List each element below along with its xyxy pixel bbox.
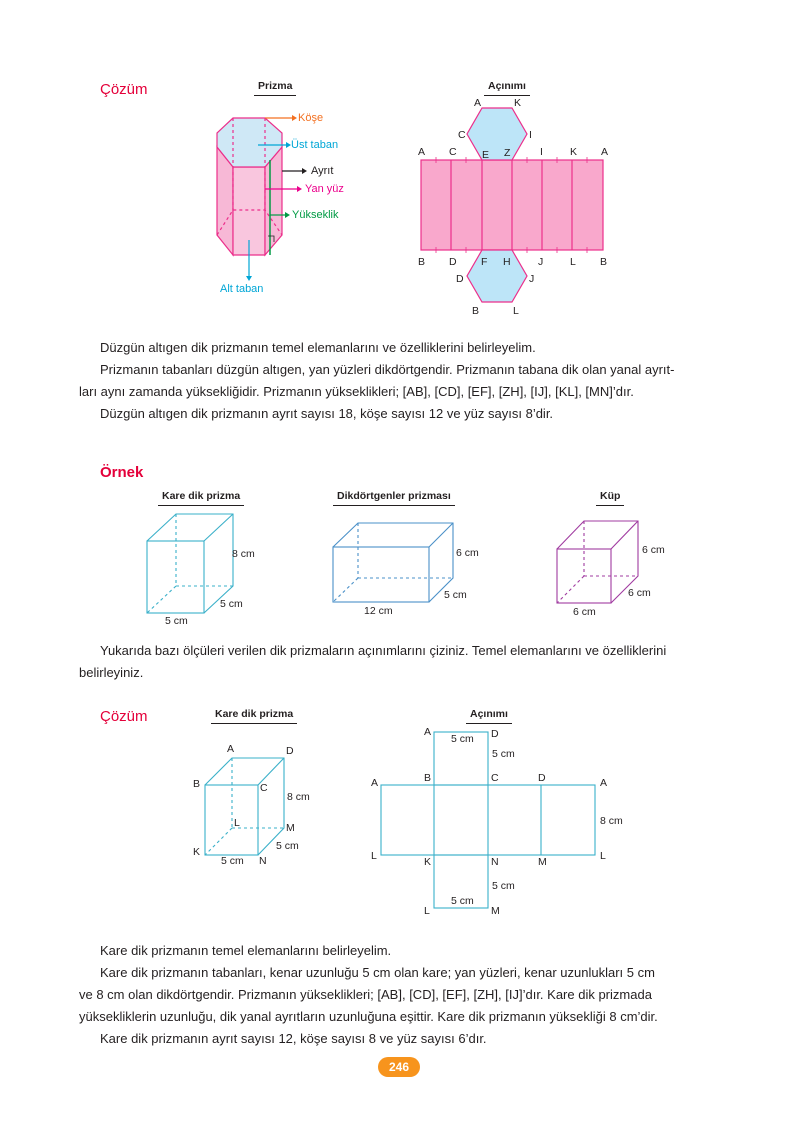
page-number: 246 xyxy=(378,1057,420,1077)
shape2-title: Dikdörtgenler prizması xyxy=(337,490,451,502)
example-heading: Örnek xyxy=(100,464,144,481)
solution-heading-1: Çözüm xyxy=(100,81,148,98)
top-base-label: Üst taban xyxy=(291,139,339,151)
prism2-L: L xyxy=(234,817,240,829)
height-label: Yükseklik xyxy=(292,209,339,221)
shape2-height: 6 cm xyxy=(456,547,479,559)
net2-top-width: 5 cm xyxy=(451,733,474,745)
bottom-base-label: Alt taban xyxy=(220,283,264,295)
net1-low-L: L xyxy=(513,305,519,317)
paragraph: Kare dik prizmanın temel elemanlarını belirleyelim. xyxy=(100,943,392,958)
shape1-depth: 5 cm xyxy=(220,598,243,610)
net1-bot-L: L xyxy=(570,256,576,268)
shape3-height: 6 cm xyxy=(642,544,665,556)
net1-row-E: E xyxy=(482,149,490,161)
shape1-width: 5 cm xyxy=(165,615,188,627)
net1-bot-D: D xyxy=(449,256,457,268)
square-prism-title: Kare dik prizma xyxy=(215,708,294,720)
paragraph: Düzgün altıgen dik prizmanın temel elemanlarını ve özelliklerini belirleyelim. xyxy=(100,340,536,355)
net1-row-I: I xyxy=(540,146,543,158)
prism2-height: 8 cm xyxy=(287,791,310,803)
net1-row-Z: Z xyxy=(504,147,511,159)
prism2-M: M xyxy=(286,822,295,834)
net2-row-A2: A xyxy=(600,777,608,789)
net2-row-K: K xyxy=(424,856,432,868)
prism2-width: 5 cm xyxy=(221,855,244,867)
section2-text xyxy=(0,940,800,1050)
net2-row-D: D xyxy=(538,772,546,784)
solution-heading-2: Çözüm xyxy=(100,708,148,725)
paragraph: ve 8 cm olan dikdörtgendir. Prizmanın yükseklikleri; [AB], [CD], [EF], [ZH], [IJ]’dır. Kare dik prizmada xyxy=(79,987,652,1002)
net1-bot-H: H xyxy=(503,256,511,268)
net1-bot-F: F xyxy=(481,256,488,268)
net1-low-D: D xyxy=(456,273,464,285)
net-title-2: Açınımı xyxy=(470,708,508,720)
net1-row-A1: A xyxy=(418,146,426,158)
net1-top-C: C xyxy=(458,129,466,141)
prism-title: Prizma xyxy=(258,80,293,92)
net1-row-C: C xyxy=(449,146,457,158)
prism2-N: N xyxy=(259,855,267,867)
paragraph: Düzgün altıgen dik prizmanın ayrıt sayısı 18, köşe sayısı 12 ve yüz sayısı 8’dir. xyxy=(100,406,554,421)
net2-row-A1: A xyxy=(371,777,379,789)
paragraph: yüksekliklerin uzunluğu, dik yanal ayrıtların uzunluğuna eşittir. Kare dik prizmanın yüksekliği 8 cm’dir. xyxy=(79,1009,658,1024)
net1-bot-B1: B xyxy=(418,256,426,268)
net1-row-A2: A xyxy=(601,146,609,158)
shape3-depth: 6 cm xyxy=(628,587,651,599)
prism2-K: K xyxy=(193,846,201,858)
net2-side-height: 8 cm xyxy=(600,815,623,827)
net1-low-B: B xyxy=(472,305,480,317)
net2-top-height: 5 cm xyxy=(492,748,515,760)
paragraph: Kare dik prizmanın ayrıt sayısı 12, köşe sayısı 8 ve yüz sayısı 6’dır. xyxy=(100,1031,487,1046)
lateral-face-label: Yan yüz xyxy=(305,183,344,195)
shape2-width: 12 cm xyxy=(364,605,393,617)
net1-row-K: K xyxy=(570,146,578,158)
net2-row-C: C xyxy=(491,772,499,784)
net1-bot-J: J xyxy=(538,256,544,268)
net2-row-L2: L xyxy=(600,850,606,862)
edge-label: Ayrıt xyxy=(311,165,334,177)
paragraph: ları aynı zamanda yüksekliğidir. Prizmanın yükseklikleri; [AB], [CD], [EF], [ZH], [IJ], [KL], [MN]’dır. xyxy=(79,384,634,399)
prism2-C: C xyxy=(260,782,268,794)
net-title-1: Açınımı xyxy=(488,80,526,92)
paragraph: Yukarıda bazı ölçüleri verilen dik prizmaların açınımlarını çiziniz. Temel elemanlarını ve özelliklerini xyxy=(100,643,667,658)
shape1-height: 8 cm xyxy=(232,548,255,560)
net1-bot-B2: B xyxy=(600,256,608,268)
shape1-title: Kare dik prizma xyxy=(162,490,241,502)
net2-bot-width: 5 cm xyxy=(451,895,474,907)
shape3-title: Küp xyxy=(600,490,621,502)
net2-row-B: B xyxy=(424,772,432,784)
prism2-A: A xyxy=(227,743,235,755)
vertex-label: Köşe xyxy=(298,112,324,124)
net2-bot-M: M xyxy=(491,905,500,917)
prism2-B: B xyxy=(193,778,201,790)
net1-top-I: I xyxy=(529,129,532,141)
net2-row-N: N xyxy=(491,856,499,868)
paragraph: Kare dik prizmanın tabanları, kenar uzunluğu 5 cm olan kare; yan yüzleri, kenar uzunlukları 5 cm xyxy=(100,965,655,980)
paragraph: Prizmanın tabanları düzgün altıgen, yan yüzleri dikdörtgendir. Prizmanın tabana dik olan yanal ayrıt- xyxy=(100,362,675,377)
net2-top-A: A xyxy=(424,726,432,738)
paragraph: belirleyiniz. xyxy=(79,665,144,680)
net2-row-L1: L xyxy=(371,850,377,862)
prism2-depth: 5 cm xyxy=(276,840,299,852)
net2-bot-height: 5 cm xyxy=(492,880,515,892)
shape2-depth: 5 cm xyxy=(444,589,467,601)
net2-row-M: M xyxy=(538,856,547,868)
net1-top-K: K xyxy=(514,97,522,109)
net2-bot-L: L xyxy=(424,905,430,917)
net1-top-A: A xyxy=(474,97,482,109)
shape3-width: 6 cm xyxy=(573,606,596,618)
net2-top-D: D xyxy=(491,728,499,740)
net1-low-J: J xyxy=(529,273,535,285)
prism2-D: D xyxy=(286,745,294,757)
